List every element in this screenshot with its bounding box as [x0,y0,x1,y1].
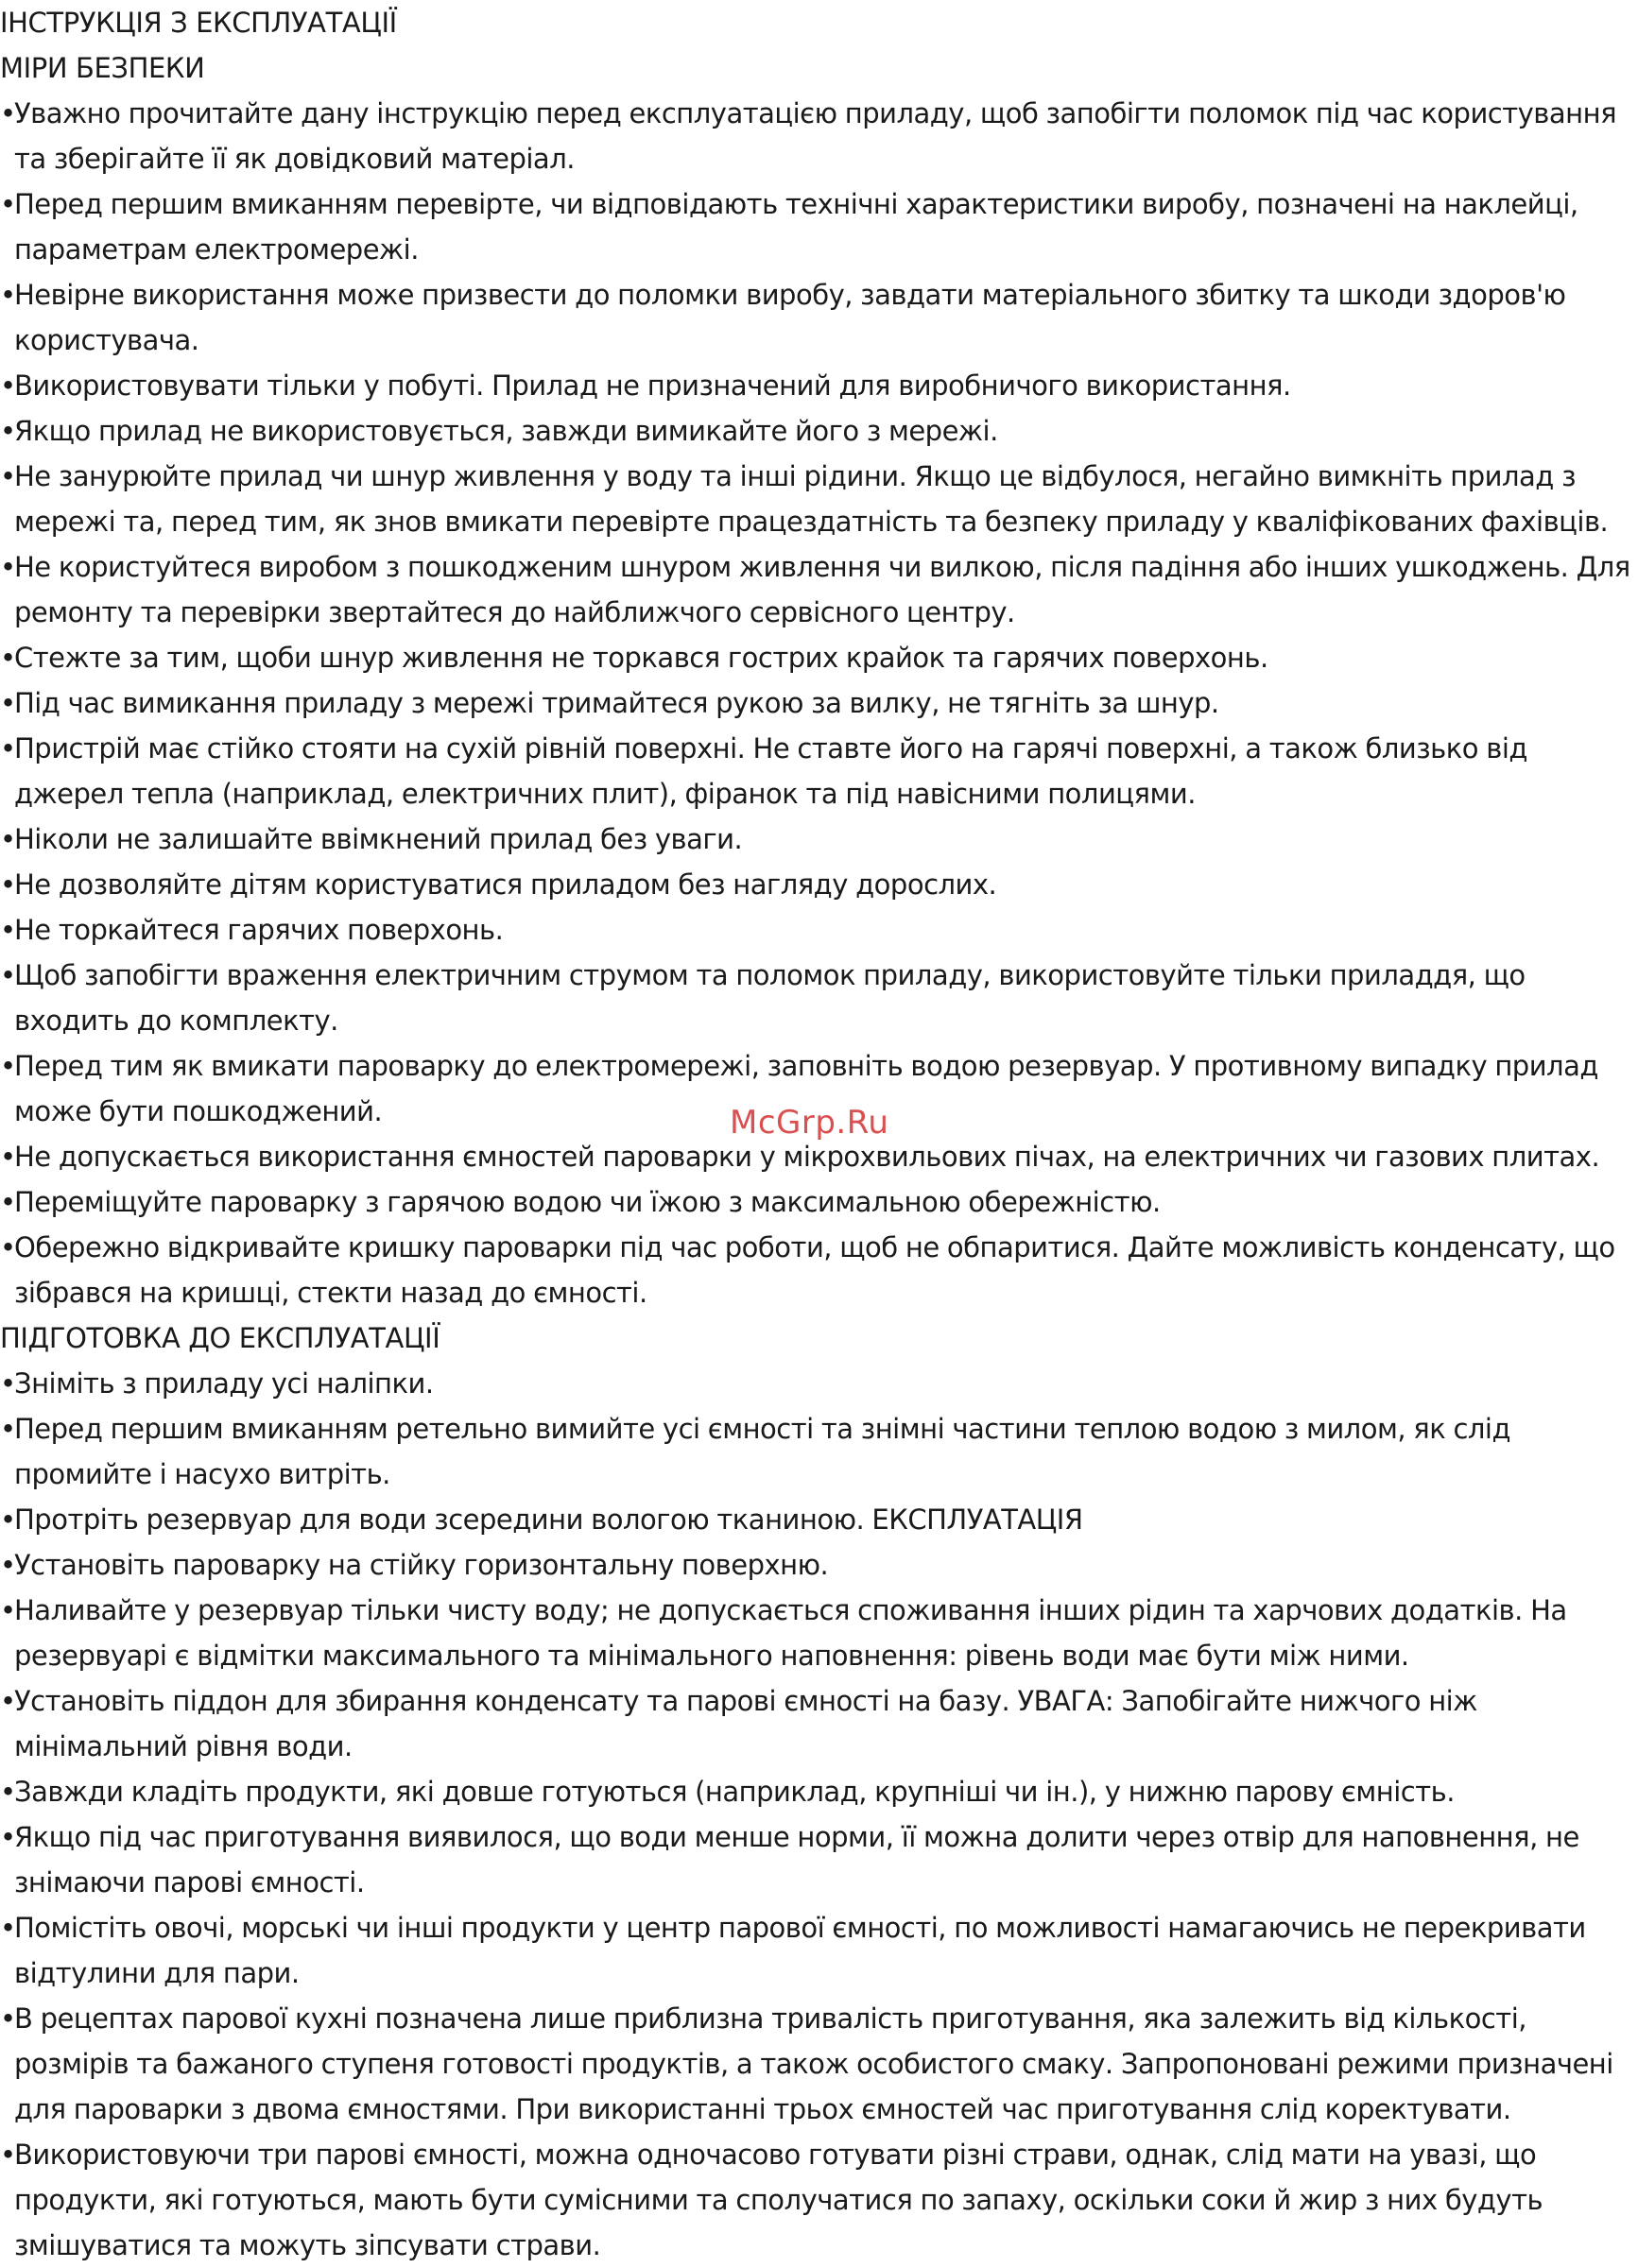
list-item: • Уважно прочитайте дану інструкцію перед експлуатацією приладу, щоб запобігти поломок під час користування та зберігайте її як довідковий матеріал. [0,91,1632,181]
list-item: • Обережно відкривайте кришку пароварки під час роботи, щоб не обпаритися. Дайте можливість конденсату, що зібрався на кришці, стекти назад до ємності. [0,1225,1632,1315]
preparation-list [0,1361,1632,2268]
list-item: • Щоб запобігти враження електричним струмом та поломок приладу, використовуйте тільки приладдя, що входить до комплекту. [0,953,1632,1043]
list-item: • Якщо під час приготування виявилося, що води менше норми, її можна долити через отвір для наповнення, не знімаючи парові ємності. [0,1814,1632,1905]
document-title: ІНСТРУКЦІЯ З ЕКСПЛУАТАЦІЇ [0,7,397,39]
list-item: • Зніміть з приладу усі наліпки. [0,1361,1632,1406]
list-item: • Завжди кладіть продукти, які довше готуються (наприклад, крупніші чи ін.), у нижню парову ємність. [0,1769,1632,1814]
list-item: • Невірне використання може призвести до поломки виробу, завдати матеріального збитку та шкоди здоров'ю користувача. [0,272,1632,363]
list-item: • Якщо прилад не використовується, завжди вимикайте його з мережі. [0,408,1632,454]
list-item: • Стежте за тим, щоби шнур живлення не торкався гострих крайок та гарячих поверхонь. [0,635,1632,680]
list-item: • Наливайте у резервуар тільки чисту воду; не допускається споживання інших рідин та харчових додатків. На резервуарі є відмітки максимального та мінімального наповнення: рівень води має бути між ними. [0,1588,1632,1678]
list-item: • Установіть пароварку на стійку горизонтальну поверхню. [0,1542,1632,1588]
list-item: • Пристрій має стійко стояти на сухій рівній поверхні. Не ставте його на гарячі поверхні, а також близько від джерел тепла (наприклад, електричних плит), фіранок та під навісними полицями. [0,726,1632,816]
list-item: • Ніколи не залишайте ввімкнений прилад без уваги. [0,816,1632,862]
list-item: • Використовуючи три парові ємності, можна одночасово готувати різні страви, однак, слід мати на увазі, що продукти, які готуються, мають бути сумісними та сполучатися по запаху, оскільки соки й жир з них будуть змішуватися та можуть зіпсувати страви. [0,2132,1632,2268]
preparation-section [0,1315,1632,2268]
list-item: • В рецептах парової кухні позначена лише приблизна тривалість приготування, яка залежить від кількості, розмірів та бажаного ступеня готовості продуктів, а також особистого смаку. Запропоновані режими призначені для пароварки з двома ємностями. При використанні трьох ємностей час приготування слід коректувати. [0,1996,1632,2132]
section-heading-safety: МІРИ БЕЗПЕКИ [0,52,205,84]
list-item: • Перед тим як вмикати пароварку до електромережі, заповніть водою резервуар. У противному випадку прилад може бути пошкоджений. [0,1043,1632,1134]
watermark-logo: McGrp.Ru [730,1104,889,1142]
list-item: • Не допускається використання ємностей пароварки у мікрохвильових пічах, на електричних чи газових плитах. [0,1134,1632,1179]
list-item: • Не занурюйте прилад чи шнур живлення у воду та інші рідини. Якщо це відбулося, негайно вимкніть прилад з мережі та, перед тим, як знов вмикати перевірте працездатність та безпеку приладу у кваліфікованих фахівців. [0,454,1632,544]
list-item: • Не торкайтеся гарячих поверхонь. [0,907,1632,953]
list-item: • Помістіть овочі, морські чи інші продукти у центр парової ємності, по можливості намагаючись не перекривати відтулини для пари. [0,1905,1632,1996]
list-item: • Під час вимикання приладу з мережі тримайтеся рукою за вилку, не тягніть за шнур. [0,680,1632,726]
list-item: • Не користуйтеся виробом з пошкодженим шнуром живлення чи вилкою, після падіння або інших ушкоджень. Для ремонту та перевірки звертайтеся до найближчого сервісного центру. [0,544,1632,635]
list-item: • Використовувати тільки у побуті. Прилад не призначений для виробничого використання. [0,363,1632,408]
list-item: • Перед першим вмиканням перевірте, чи відповідають технічні характеристики виробу, позначені на наклейці, параметрам електромережі. [0,181,1632,272]
list-item: • Протріть резервуар для води зсередини вологою тканиною. ЕКСПЛУАТАЦІЯ [0,1497,1632,1542]
list-item: • Переміщуйте пароварку з гарячою водою чи їжою з максимальною обережністю. [0,1179,1632,1225]
list-item: • Установіть піддон для збирання конденсату та парові ємності на базу. УВАГА: Запобігайте нижчого ніж мінімальний рівня води. [0,1678,1632,1769]
list-item: • Не дозволяйте дітям користуватися приладом без нагляду дорослих. [0,862,1632,907]
list-item: • Перед першим вмиканням ретельно вимийте усі ємності та знімні частини теплою водою з милом, як слід промийте і насухо витріть. [0,1406,1632,1497]
section-heading-preparation: ПІДГОТОВКА ДО ЕКСПЛУАТАЦІЇ [0,1322,440,1354]
